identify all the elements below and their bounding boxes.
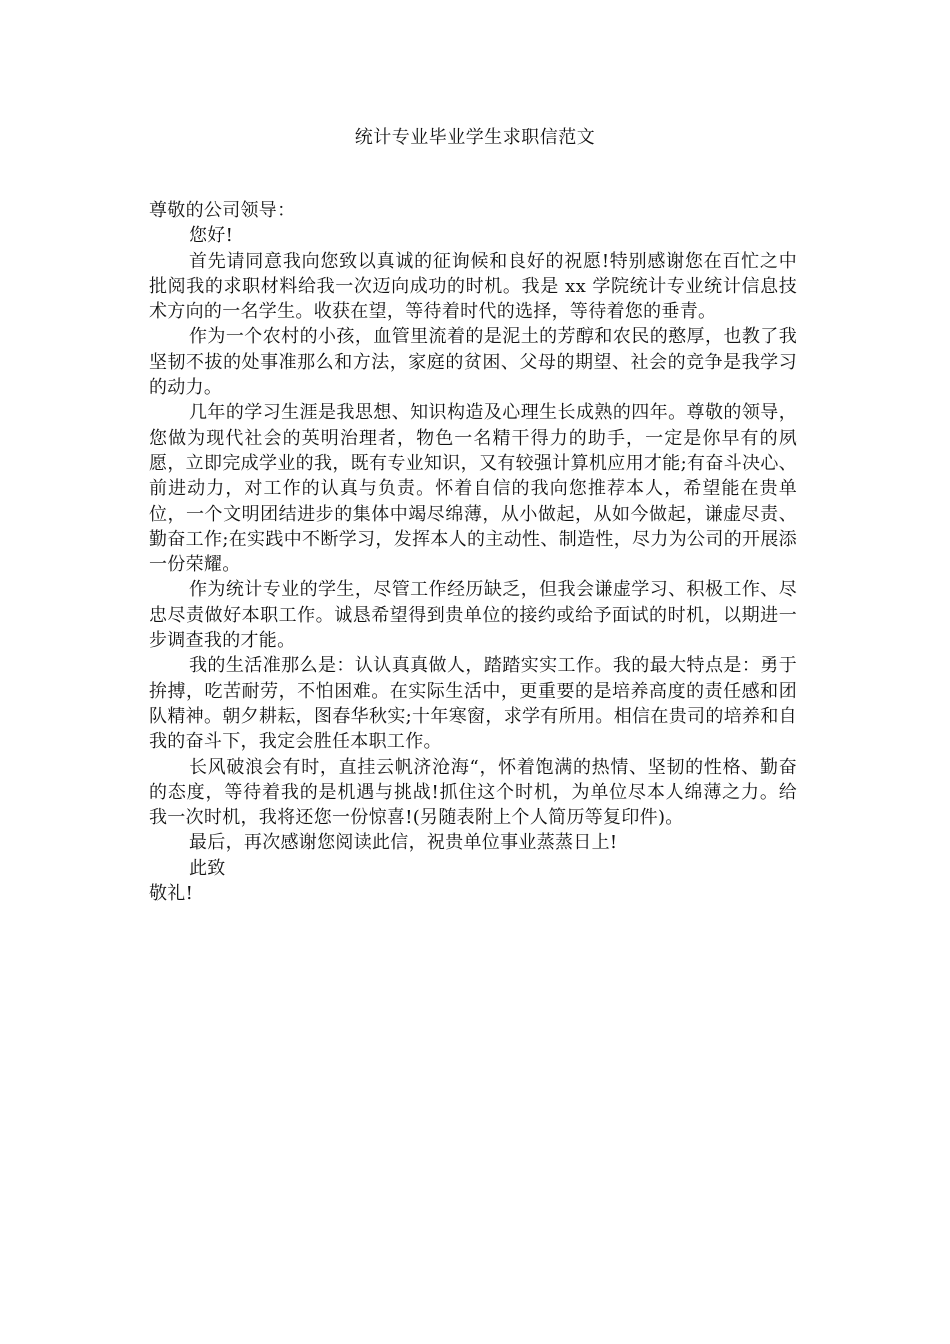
greeting: 您好!: [189, 225, 234, 247]
closing-salute: 敬礼!: [149, 883, 194, 905]
paragraph: 作为一个农村的小孩，血管里流着的是泥土的芳醇和农民的憨厚，也教了我坚韧不拔的处事准那么和方法，家庭的贫困、父母的期望、社会的竞争是我学习的动力。: [149, 326, 797, 399]
paragraph: 几年的学习生涯是我思想、知识构造及心理生长成熟的四年。尊敬的领导，您做为现代社会的英明治理者，物色一名精干得力的助手，一定是你早有的夙愿，立即完成学业的我，既有专业知识，又有较强计算机应用才能;有奋斗决心、前进动力，对工作的认真与负责。怀着自信的我向您推荐本人，希望能在贵单位，一个文明团结进步的集体中竭尽绵薄，从小做起，从如今做起，谦虚尽责、勤奋工作;在实践中不断学习，发挥本人的主动性、制造性，尽力为公司的开展添一份荣耀。: [149, 402, 797, 576]
paragraph: 作为统计专业的学生，尽管工作经历缺乏，但我会谦虚学习、积极工作、尽忠尽责做好本职工作。诚恳希望得到贵单位的接约或给予面试的时机，以期进一步调查我的才能。: [149, 579, 797, 652]
paragraph: 我的生活准那么是：认认真真做人，踏踏实实工作。我的最大特点是：勇于拚搏，吃苦耐劳，不怕困难。在实际生活中，更重要的是培养高度的责任感和团队精神。朝夕耕耘，图春华秋实;十年寒窗，求学有所用。相信在贵司的培养和自我的奋斗下，我定会胜任本职工作。: [149, 655, 797, 753]
paragraph: 首先请同意我向您致以真诚的征询候和良好的祝愿!特别感谢您在百忙之中批阅我的求职材料给我一次迈向成功的时机。我是 xx 学院统计专业统计信息技术方向的一名学生。收获在望，等待着时代的选择，等待着您的垂青。: [149, 250, 797, 323]
page-title: 统计专业毕业学生求职信范文: [354, 127, 596, 148]
salutation: 尊敬的公司领导：: [149, 200, 296, 221]
paragraph: 最后，再次感谢您阅读此信，祝贵单位事业蒸蒸日上!: [189, 832, 618, 854]
closing-line: 此致: [189, 857, 226, 879]
paragraph: 长风破浪会有时，直挂云帆济沧海“，怀着饱满的热情、坚韧的性格、勤奋的态度，等待着我的是机遇与挑战!抓住这个时机，为单位尽本人绵薄之力。给我一次时机，我将还您一份惊喜!(另随表附上个人简历等复印件)。: [149, 756, 797, 829]
letter-body: [149, 198, 797, 906]
